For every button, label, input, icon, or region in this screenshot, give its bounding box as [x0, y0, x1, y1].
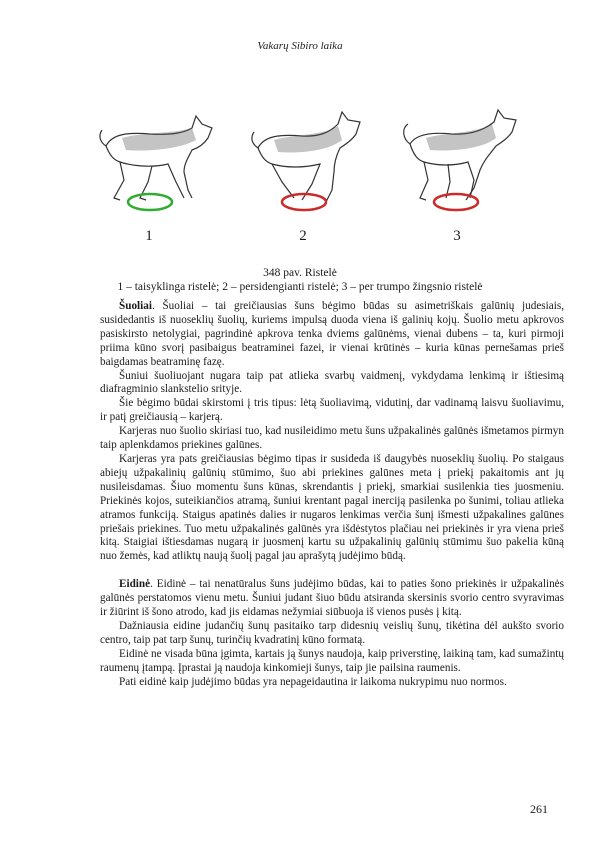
paragraph: [100, 578, 564, 620]
dog-illustration-2: [242, 98, 372, 218]
figure-label-3: 3: [453, 228, 461, 244]
paragraph-text: . Šuoliai – tai greičiausias šuns bėgimo būdas su asimetriškais galūnių judesiais, susidedantis iš nuoseklių šuolių, kuriems impulsą duoda viena iš galinių kojų. Šuolio metu apkrovos pasiskirsto netolygiai, pagrindinė apkrova tenka dviems galūnėms, vienai dubens – ta, kuri pirmoji priima kūno svorį pasibaigus beatraminei fazei, ir vienai krūtinės – kuria kūnas pernešamas prieš baigdamas beatraminę fazę.: [100, 300, 564, 368]
figure-caption: [0, 266, 600, 294]
dog-illustration-1: [92, 98, 222, 218]
dog-illustration-3: [392, 98, 522, 218]
page-number: 261: [530, 802, 548, 816]
paragraph: [100, 300, 564, 370]
section-term: Šuoliai: [119, 300, 152, 312]
paragraph: Šie bėgimo būdai skirstomi į tris tipus: lėtą šuoliavimą, vidutinį, dar vadinamą laisvu šuoliavimu, ir patį greičiausią – karjerą.: [100, 397, 564, 424]
figure-label-2: 2: [299, 228, 307, 244]
section-gap: [100, 564, 564, 578]
running-head: Vakarų Sibiro laika: [257, 40, 343, 52]
paragraph: Karjeras yra pats greičiausias bėgimo tipas ir susideda iš daugybės nuoseklių šuolių. Po staigaus abiejų užpakalinių galūnių stūmimo, šuo abi priekines galūnes meta į priekį pakaitomis ant jų nusileisdamas. Šiuo momentu šuns kūnas, skrendantis į priekį, smarkiai susilenkia ties juosmeniu. Priekinės kojos, suteikiančios atramą, šuniui krentant pagal inerciją pasilenka po šunimi, toliau atlieka atramos funkciją. Staigus apatinės dalies ir nugaros lenkimas verčia šunį išmesti užpakalines galūnes priešais priekines. Tuo metu užpakalinės galūnės yra išdėstytos plačiau nei priekinės ir yra viena prieš kitą. Staigiai ištiesdamas nugarą ir juosmenį kartu su užpakalinių galūnių stūmimu šuo pakelia kūną nuo žemės, kad atliktų naują šuolį pagal jau aprašytą judėjimo būdą.: [100, 452, 564, 563]
paragraph: Eidinė ne visada būna įgimta, kartais ją šunys naudoja, kaip priverstinę, laikiną tam, kad sumažintų raumenų įtampą. Įprastai ją naudoja kinkomieji šunys, taip jie pailsina raumenis.: [100, 647, 564, 674]
section-term: Eidinė: [119, 578, 151, 591]
trot-illustration: [92, 98, 512, 248]
paragraph-text: . Eidinė – tai nenatūralus šuns judėjimo būdas, kai to paties šono priekinės ir užpakalinės galūnės perstatomos vienu metu. Šuniui judant šiuo būdu atsiranda skersinis svorio centro svyravimas ir žiūrint iš šono atrodo, kad jis eidamas nežymiai siūbuoja iš vienos pusės į kitą.: [100, 578, 564, 619]
caption-detail: 1 – taisyklinga ristelė; 2 – persidengianti ristelė; 3 – per trumpo žingsnio ristelė: [117, 281, 483, 293]
paragraph: Karjeras nuo šuolio skiriasi tuo, kad nusileidimo metu šuns užpakalinės galūnės išmetamos pirmyn taip aplenkdamos priekines galūnes.: [100, 425, 564, 452]
gait-ring-1: [128, 194, 172, 210]
figure-label-1: 1: [145, 228, 153, 244]
caption-title: 348 pav. Ristelė: [263, 267, 337, 279]
paragraph: Pati eidinė kaip judėjimo būdas yra nepageidautina ir laikoma nukrypimu nuo normos.: [119, 675, 507, 688]
paragraph: Šuniui šuoliuojant nugara taip pat atlieka svarbų vaidmenį, vykdydama lenkimą ir ištiesimą diafragminio slankstelio srityje.: [100, 369, 564, 396]
gait-ring-3: [434, 194, 478, 210]
body-text: [100, 300, 564, 689]
paragraph: Dažniausia eidine judančių šunų pasitaiko tarp didesnių veislių šunų, tikėtina dėl aukšto svorio centro, taip pat tarp šunų, turinčių kvadratinį kūno formatą.: [100, 619, 564, 646]
